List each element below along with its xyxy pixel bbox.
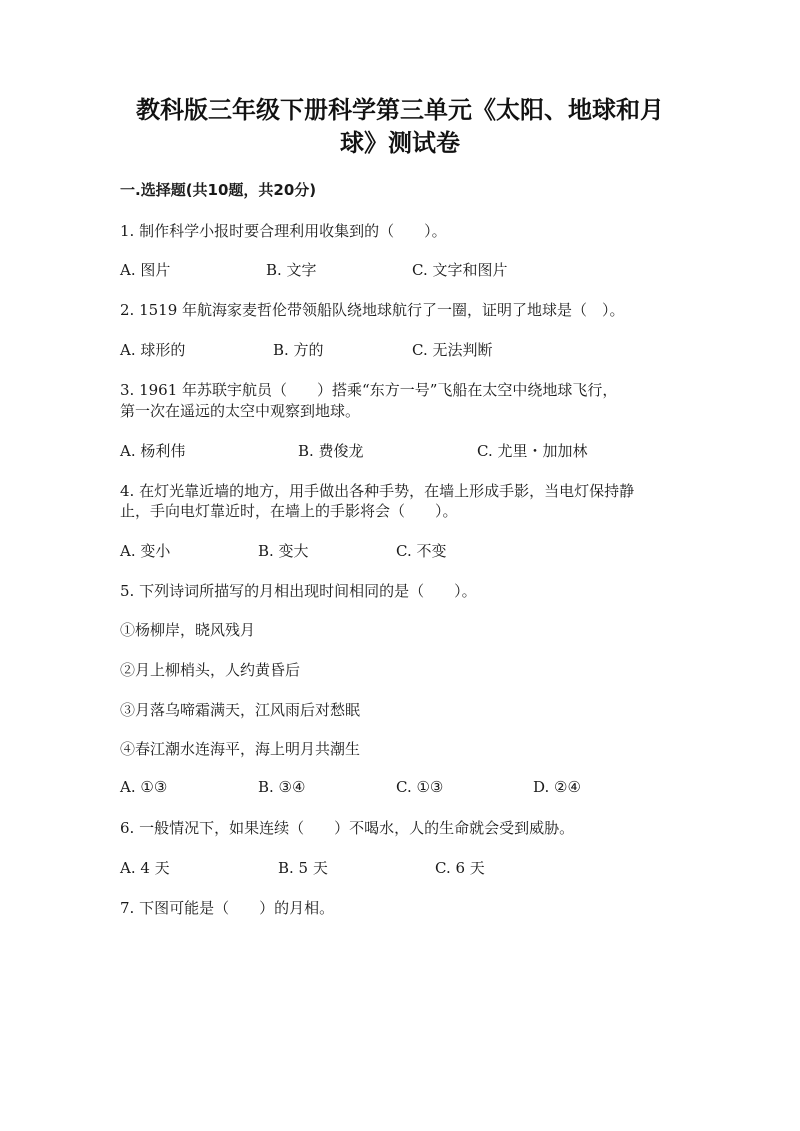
q2-option-a[interactable]: A. 球形的: [120, 341, 186, 359]
question-7-text: 7. 下图可能是（ ）的月相。: [120, 899, 335, 917]
q5-item-1: ①杨柳岸，晓风残月: [120, 621, 256, 639]
q6-option-c[interactable]: C. 6 天: [435, 859, 485, 877]
q5-option-b[interactable]: B. ③④: [258, 778, 306, 796]
q3-option-b[interactable]: B. 费俊龙: [298, 442, 364, 460]
q4-option-c[interactable]: C. 不变: [396, 542, 447, 560]
q5-option-a[interactable]: A. ①③: [120, 778, 168, 796]
question-4-text-line-2: 止，手向电灯靠近时，在墙上的手影将会（ ）。: [120, 502, 458, 520]
q5-item-2: ②月上柳梢头，人约黄昏后: [120, 661, 301, 679]
q5-item-3: ③月落乌啼霜满天，江风雨后对愁眠: [120, 701, 361, 719]
question-6-text: 6. 一般情况下，如果连续（ ）不喝水，人的生命就会受到威胁。: [120, 819, 575, 837]
question-1-text: 1. 制作科学小报时要合理利用收集到的（ ）。: [120, 222, 447, 240]
q3-option-a[interactable]: A. 杨利伟: [120, 442, 186, 460]
section-heading: 一.选择题(共10题，共20分): [120, 181, 317, 199]
q1-option-a[interactable]: A. 图片: [120, 261, 171, 279]
question-2-text: 2. 1519 年航海家麦哲伦带领船队绕地球航行了一圈，证明了地球是（ ）。: [120, 301, 625, 319]
title-line-2: 球》测试卷: [340, 129, 460, 157]
question-4-text-line-1: 4. 在灯光靠近墙的地方，用手做出各种手势，在墙上形成手影，当电灯保持静: [120, 482, 635, 500]
q4-option-b[interactable]: B. 变大: [258, 542, 309, 560]
question-3-text-line-2: 第一次在遥远的太空中观察到地球。: [120, 402, 361, 420]
title-line-1: 教科版三年级下册科学第三单元《太阳、地球和月: [136, 96, 664, 124]
q1-option-b[interactable]: B. 文字: [266, 261, 317, 279]
q4-option-a[interactable]: A. 变小: [120, 542, 171, 560]
question-5-text: 5. 下列诗词所描写的月相出现时间相同的是（ ）。: [120, 582, 477, 600]
q1-option-c[interactable]: C. 文字和图片: [412, 261, 508, 279]
q5-item-4: ④春江潮水连海平，海上明月共潮生: [120, 740, 361, 758]
page-title: [100, 94, 700, 160]
q3-option-c[interactable]: C. 尤里・加加林: [477, 442, 588, 460]
q6-option-a[interactable]: A. 4 天: [120, 859, 170, 877]
q5-option-d[interactable]: D. ②④: [533, 778, 581, 796]
question-3-text-line-1: 3. 1961 年苏联宇航员（ ）搭乘“东方一号”飞船在太空中绕地球飞行，: [120, 381, 618, 399]
q2-option-b[interactable]: B. 方的: [273, 341, 324, 359]
q2-option-c[interactable]: C. 无法判断: [412, 341, 493, 359]
q5-option-c[interactable]: C. ①③: [396, 778, 444, 796]
q6-option-b[interactable]: B. 5 天: [278, 859, 328, 877]
